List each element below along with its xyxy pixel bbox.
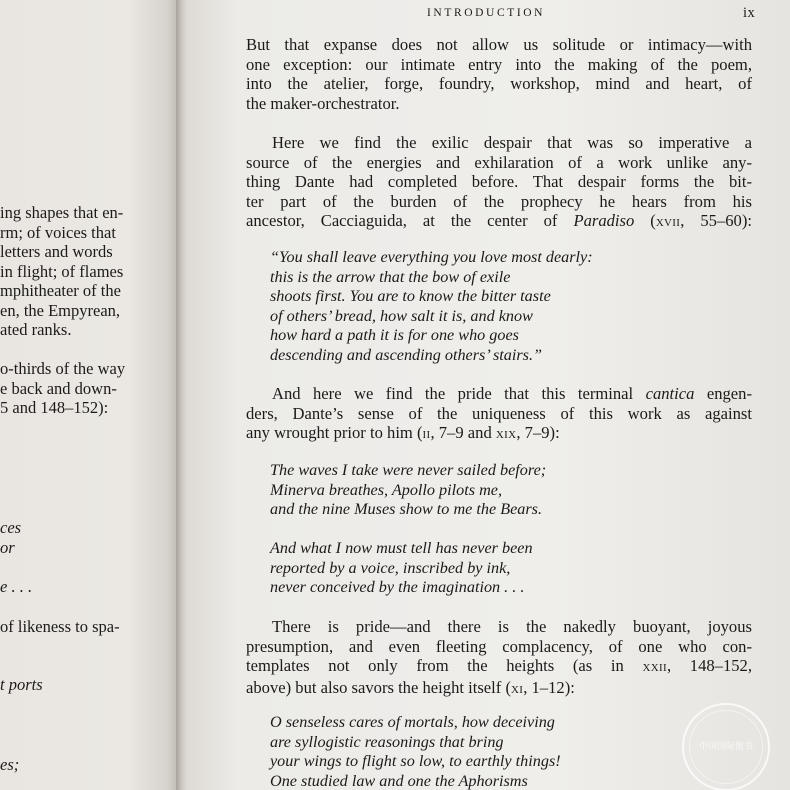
verse-line: And what I now must tell has never been bbox=[270, 539, 533, 557]
left-page bbox=[0, 0, 182, 790]
watermark-stamp bbox=[682, 703, 770, 790]
right-page bbox=[188, 0, 790, 790]
paragraph-4 bbox=[246, 617, 752, 699]
text-line: one exception: our intimate entry into the making of the poem, bbox=[246, 54, 752, 74]
text-run: above) but also savors the height itself ( bbox=[246, 677, 511, 697]
verse-line: Minerva breathes, Apollo pilots me, bbox=[270, 480, 502, 499]
left-fragment: or bbox=[0, 538, 15, 557]
text-run: ancestor, Cacciaguida, at the center of bbox=[246, 211, 574, 230]
left-fragment: e back and down- bbox=[0, 379, 117, 398]
left-fragment: rm; of voices that bbox=[0, 223, 116, 242]
verse-quote-1 bbox=[270, 248, 593, 365]
verse-line: of others’ bread, how salt it is, and know bbox=[270, 306, 533, 325]
text-run: , 7–9 and bbox=[430, 423, 496, 442]
verse-line: One studied law and one the Aphorisms bbox=[270, 771, 528, 790]
text-line: into the atelier, forge, foundry, workshop, mind and heart, of bbox=[246, 74, 752, 93]
canto-numeral: xix bbox=[495, 426, 517, 442]
text-run: , 55–60): bbox=[680, 211, 752, 230]
left-fragment: es; bbox=[0, 755, 20, 774]
text-line bbox=[246, 423, 752, 445]
text-run: ( bbox=[634, 211, 656, 230]
verse-line: descending and ascending others’ stairs.” bbox=[270, 345, 543, 364]
verse-line: how hard a path it is for one who goes bbox=[270, 326, 519, 344]
verse-line: and the nine Muses show to me the Bears. bbox=[270, 500, 543, 518]
text-line: ter part of the burden of the prophecy he hears from his bbox=[246, 191, 752, 211]
text-line: Here we find the exilic despair that was so imperative a bbox=[272, 133, 752, 152]
verse-line: The waves I take were never sailed before; bbox=[270, 461, 547, 479]
work-title: Paradiso bbox=[573, 211, 635, 230]
text-run: any wrought prior to him ( bbox=[246, 423, 423, 442]
verse-line: your wings to flight so low, to earthly things! bbox=[270, 752, 561, 770]
verse-line: this is the arrow that the bow of exile bbox=[270, 267, 511, 286]
left-fragment: mphitheater of the bbox=[0, 281, 121, 300]
canto-numeral: ii bbox=[422, 426, 431, 442]
text-run: , 148–152, bbox=[666, 656, 752, 675]
verse-line: are syllogistic reasonings that bring bbox=[270, 732, 504, 751]
verse-quote-4 bbox=[270, 713, 561, 790]
paragraph-2 bbox=[246, 133, 752, 233]
text-run: templates not only from the heights (as in bbox=[246, 656, 643, 675]
text-line: source of the energies and exhilaration of a work unlike any- bbox=[246, 152, 752, 172]
text-line: But that expanse does not allow us solitude or intimacy—with bbox=[246, 35, 752, 54]
verse-line: O senseless cares of mortals, how deceiving bbox=[270, 713, 555, 731]
text-line bbox=[246, 384, 752, 404]
text-run: , 1–12): bbox=[523, 677, 575, 697]
verse-line: shoots first. You are to know the bitter taste bbox=[270, 287, 551, 305]
text-line bbox=[246, 211, 752, 233]
verse-quote-3 bbox=[270, 539, 533, 598]
left-fragment: t ports bbox=[0, 675, 43, 694]
left-fragment: of likeness to spa- bbox=[0, 617, 120, 636]
left-fragment: o-thirds of the way bbox=[0, 359, 126, 378]
left-fragment: in flight; of flames bbox=[0, 262, 124, 281]
left-fragment: ces bbox=[0, 518, 22, 537]
text-line bbox=[246, 656, 752, 678]
text-line: ders, Dante’s sense of the uniqueness of this work as against bbox=[246, 403, 752, 423]
page-number: ix bbox=[743, 5, 756, 21]
verse-line: reported by a voice, inscribed by ink, bbox=[270, 558, 511, 577]
text-run: And here we find the pride that this terminal bbox=[272, 384, 646, 403]
text-line: the maker-orchestrator. bbox=[246, 93, 400, 113]
text-line: thing Dante had completed before. That despair forms the bit- bbox=[246, 172, 752, 191]
verse-quote-2 bbox=[270, 461, 546, 520]
left-fragment: ing shapes that en- bbox=[0, 203, 124, 222]
text-line: presumption, and even fleeting complacency, of one who con- bbox=[246, 636, 752, 656]
stamp-text: 中国国际图书 bbox=[698, 742, 753, 752]
paragraph-1 bbox=[246, 35, 752, 113]
text-run: , 7–9): bbox=[516, 423, 560, 442]
italic-term: cantica bbox=[645, 384, 695, 403]
left-fragment: ated ranks. bbox=[0, 320, 72, 339]
running-header: INTRODUCTION bbox=[427, 7, 546, 19]
text-line: There is pride—and there is the nakedly buoyant, joyous bbox=[272, 617, 752, 636]
verse-line: “You shall leave everything you love most dearly: bbox=[270, 248, 593, 266]
canto-numeral: xvii bbox=[655, 214, 681, 230]
verse-line: never conceived by the imagination . . . bbox=[270, 578, 525, 596]
paragraph-3 bbox=[246, 384, 752, 445]
text-run: engen- bbox=[694, 384, 752, 403]
left-fragment: en, the Empyrean, bbox=[0, 301, 121, 320]
left-fragment: letters and words bbox=[0, 242, 113, 261]
canto-numeral: xxii bbox=[642, 659, 667, 675]
left-fragment: e . . . bbox=[0, 577, 33, 596]
left-fragment: 5 and 148–152): bbox=[0, 398, 109, 417]
text-line bbox=[246, 678, 752, 700]
canto-numeral: xi bbox=[510, 680, 524, 697]
